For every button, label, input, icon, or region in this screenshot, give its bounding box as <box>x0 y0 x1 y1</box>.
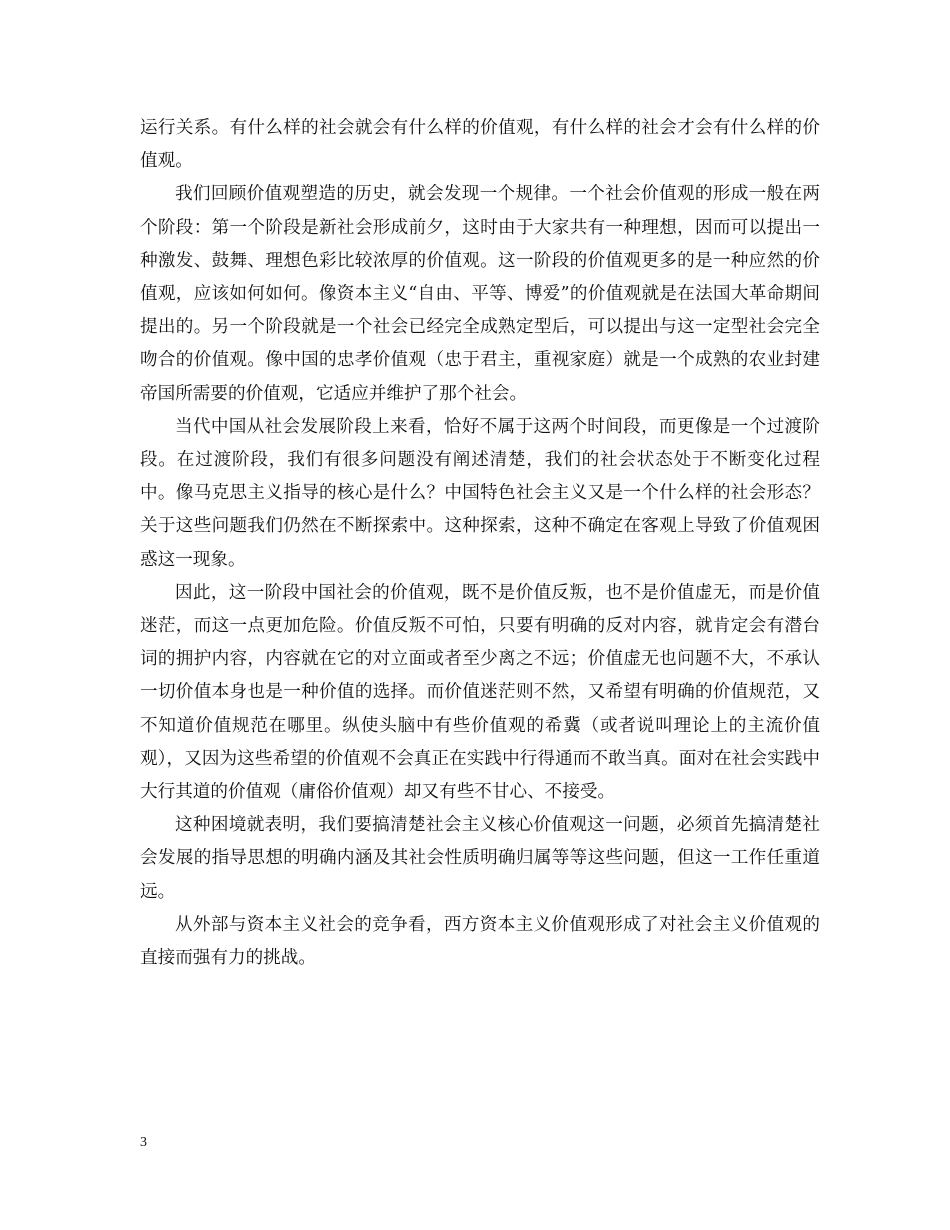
document-body <box>140 112 820 975</box>
paragraph-5: 这种困境就表明，我们要搞清楚社会主义核心价值观这一问题，必须首先搞清楚社会发展的指导思想的明确内涵及其社会性质明确归属等等这些问题，但这一工作任重道远。 <box>140 815 820 902</box>
page-number: 3 <box>140 1135 147 1150</box>
paragraph-1: 运行关系。有什么样的社会就会有什么样的价值观，有什么样的社会才会有什么样的价值观。 <box>140 118 820 172</box>
paragraph-4: 因此，这一阶段中国社会的价值观，既不是价值反叛，也不是价值虚无，而是价值迷茫，而这一点更加危险。价值反叛不可怕，只要有明确的反对内容，就肯定会有潜台词的拥护内容，内容就在它的对立面或者至少离之不远；价值虚无也问题不大，不承认一切价值本身也是一种价值的选择。而价值迷茫则不然，又希望有明确的价值规范，又不知道价值规范在哪里。纵使头脑中有些价值观的希冀（或者说叫理论上的主流价值观），又因为这些希望的价值观不会真正在实践中行得通而不敢当真。面对在社会实践中大行其道的价值观（庸俗价值观）却又有些不甘心、不接受。 <box>140 582 820 803</box>
paragraph-3: 当代中国从社会发展阶段上来看，恰好不属于这两个时间段，而更像是一个过渡阶段。在过渡阶段，我们有很多问题没有阐述清楚，我们的社会状态处于不断变化过程中。像马克思主义指导的核心是什么？中国特色社会主义又是一个什么样的社会形态？关于这些问题我们仍然在不断探索中。这种探索，这种不确定在客观上导致了价值观困惑这一现象。 <box>140 416 820 570</box>
paragraph-6: 从外部与资本主义社会的竞争看，西方资本主义价值观形成了对社会主义价值观的直接而强有力的挑战。 <box>140 914 820 969</box>
paragraph-2: 我们回顾价值观塑造的历史，就会发现一个规律。一个社会价值观的形成一般在两个阶段：第一个阶段是新社会形成前夕，这时由于大家共有一种理想，因而可以提出一种激发、鼓舞、理想色彩比较浓厚的价值观。这一阶段的价值观更多的是一种应然的价值观，应该如何如何。像资本主义“自由、平等、博爱”的价值观就是在法国大革命期间提出的。另一个阶段就是一个社会已经完全成熟定型后，可以提出与这一定型社会完全吻合的价值观。像中国的忠孝价值观（忠于君主，重视家庭）就是一个成熟的农业封建帝国所需要的价值观，它适应并维护了那个社会。 <box>140 184 820 404</box>
